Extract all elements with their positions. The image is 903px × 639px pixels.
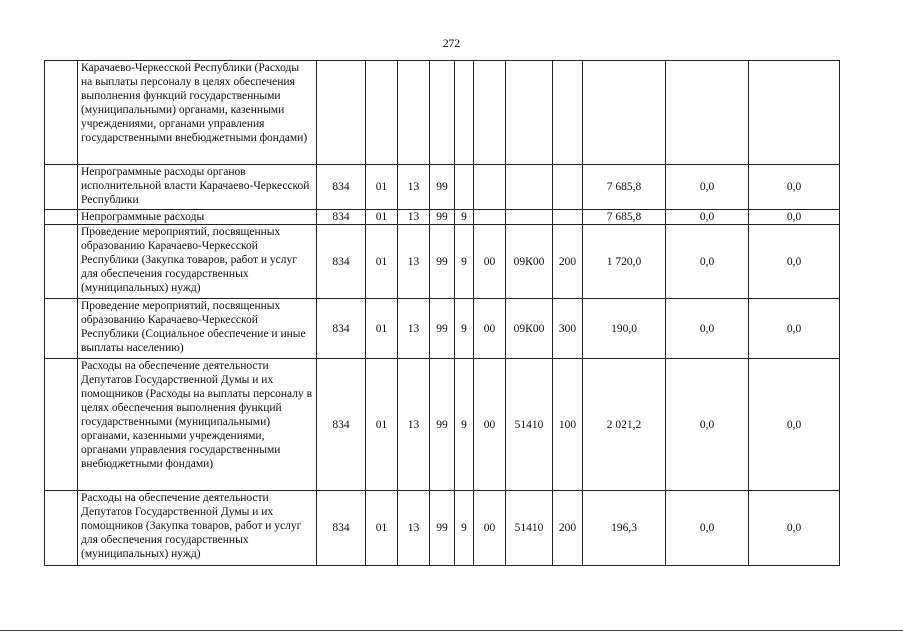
cell-target-program: 99 [430, 210, 455, 225]
cell-subsection [398, 61, 430, 165]
cell-target-event: 00 [474, 359, 506, 491]
cell-empty-index [45, 61, 78, 165]
table-row [45, 491, 840, 566]
cell-description: Расходы на обеспечение деятельности Депутатов Государственной Думы и их помощников (Закупка товаров, работ и услуг для обеспечения государственных (муниципальных) нужд) [78, 491, 317, 566]
table-body [45, 61, 840, 566]
cell-amount-year3: 0,0 [749, 359, 840, 491]
cell-empty-index [45, 299, 78, 359]
cell-expense-type [553, 165, 583, 210]
cell-target-program: 99 [430, 491, 455, 566]
cell-target-direction: 09К00 [506, 299, 553, 359]
cell-target-subprogram: 9 [455, 359, 474, 491]
cell-empty-index [45, 491, 78, 566]
cell-section: 01 [366, 210, 398, 225]
cell-target-direction [506, 210, 553, 225]
table-row [45, 165, 840, 210]
cell-target-program: 99 [430, 165, 455, 210]
cell-target-subprogram: 9 [455, 225, 474, 299]
cell-amount-year3: 0,0 [749, 210, 840, 225]
cell-target-subprogram [455, 165, 474, 210]
cell-target-program: 99 [430, 359, 455, 491]
cell-target-direction: 51410 [506, 359, 553, 491]
cell-subsection: 13 [398, 359, 430, 491]
cell-section [366, 61, 398, 165]
page-number: 272 [442, 38, 461, 50]
cell-ministry-code: 834 [317, 359, 366, 491]
cell-target-event [474, 61, 506, 165]
cell-description: Непрограммные расходы [78, 210, 317, 225]
cell-description: Расходы на обеспечение деятельности Депутатов Государственной Думы и их помощников (Расходы на выплаты персоналу в целях обеспечения выполнения функций государственными (муниципальными) органами, казенными учреждениями, органами управления государственными внебюджетными фондами) [78, 359, 317, 491]
cell-empty-index [45, 225, 78, 299]
cell-ministry-code: 834 [317, 165, 366, 210]
cell-expense-type [553, 61, 583, 165]
cell-amount-year2: 0,0 [666, 165, 749, 210]
cell-ministry-code: 834 [317, 210, 366, 225]
table-row [45, 299, 840, 359]
cell-target-subprogram: 9 [455, 299, 474, 359]
cell-target-program [430, 61, 455, 165]
cell-ministry-code [317, 61, 366, 165]
cell-subsection: 13 [398, 165, 430, 210]
cell-amount-year1: 7 685,8 [583, 165, 666, 210]
cell-amount-year2: 0,0 [666, 491, 749, 566]
cell-amount-year3: 0,0 [749, 491, 840, 566]
cell-target-direction: 51410 [506, 491, 553, 566]
cell-empty-index [45, 359, 78, 491]
cell-amount-year1: 2 021,2 [583, 359, 666, 491]
cell-description: Проведение мероприятий, посвященных образованию Карачаево-Черкесской Республики (Социальное обеспечение и иные выплаты населению) [78, 299, 317, 359]
cell-amount-year2: 0,0 [666, 299, 749, 359]
cell-description: Непрограммные расходы органов исполнительной власти Карачаево-Черкесской Республики [78, 165, 317, 210]
cell-target-event: 00 [474, 299, 506, 359]
cell-amount-year1: 7 685,8 [583, 210, 666, 225]
cell-subsection: 13 [398, 210, 430, 225]
budget-table [44, 60, 840, 566]
cell-section: 01 [366, 225, 398, 299]
cell-empty-index [45, 210, 78, 225]
cell-target-event: 00 [474, 491, 506, 566]
cell-amount-year1: 190,0 [583, 299, 666, 359]
cell-description: Проведение мероприятий, посвященных образованию Карачаево-Черкесской Республики (Закупка товаров, работ и услуг для обеспечения государственных (муниципальных) нужд) [78, 225, 317, 299]
cell-ministry-code: 834 [317, 491, 366, 566]
cell-amount-year3: 0,0 [749, 225, 840, 299]
cell-subsection: 13 [398, 225, 430, 299]
cell-amount-year3 [749, 61, 840, 165]
cell-empty-index [45, 165, 78, 210]
cell-expense-type: 200 [553, 491, 583, 566]
page-bottom-rule [0, 630, 903, 631]
cell-target-subprogram [455, 61, 474, 165]
cell-target-subprogram: 9 [455, 210, 474, 225]
table-row [45, 225, 840, 299]
cell-amount-year2: 0,0 [666, 225, 749, 299]
cell-amount-year1: 1 720,0 [583, 225, 666, 299]
cell-description: Карачаево-Черкесской Республики (Расходы на выплаты персоналу в целях обеспечения выполнения функций государственными (муниципальными) органами, казенными учреждениями, органами управления государственными внебюджетными фондами) [78, 61, 317, 165]
cell-amount-year2: 0,0 [666, 210, 749, 225]
cell-target-event [474, 210, 506, 225]
cell-amount-year1: 196,3 [583, 491, 666, 566]
cell-ministry-code: 834 [317, 299, 366, 359]
cell-target-program: 99 [430, 299, 455, 359]
cell-amount-year2 [666, 61, 749, 165]
cell-target-program: 99 [430, 225, 455, 299]
cell-amount-year2: 0,0 [666, 359, 749, 491]
cell-section: 01 [366, 299, 398, 359]
cell-expense-type: 100 [553, 359, 583, 491]
cell-ministry-code: 834 [317, 225, 366, 299]
cell-target-event: 00 [474, 225, 506, 299]
cell-section: 01 [366, 491, 398, 566]
cell-amount-year1 [583, 61, 666, 165]
table-row [45, 210, 840, 225]
cell-target-subprogram: 9 [455, 491, 474, 566]
cell-subsection: 13 [398, 299, 430, 359]
cell-subsection: 13 [398, 491, 430, 566]
cell-expense-type: 300 [553, 299, 583, 359]
cell-target-direction: 09К00 [506, 225, 553, 299]
cell-section: 01 [366, 165, 398, 210]
table-row [45, 359, 840, 491]
table-row [45, 61, 840, 165]
cell-section: 01 [366, 359, 398, 491]
cell-expense-type: 200 [553, 225, 583, 299]
cell-amount-year3: 0,0 [749, 299, 840, 359]
cell-target-direction [506, 61, 553, 165]
cell-target-event [474, 165, 506, 210]
cell-expense-type [553, 210, 583, 225]
cell-target-direction [506, 165, 553, 210]
cell-amount-year3: 0,0 [749, 165, 840, 210]
